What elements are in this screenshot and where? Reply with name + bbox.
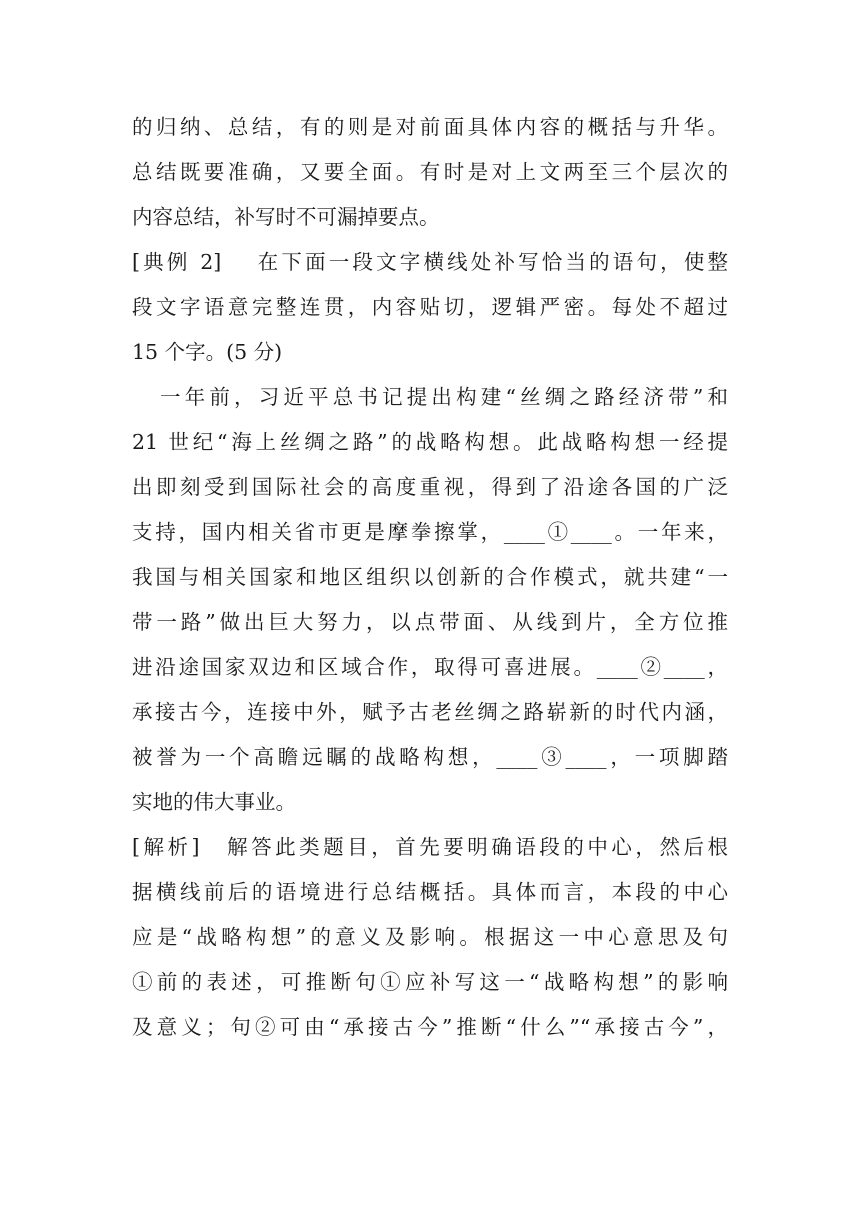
example-heading-line: [典例 2] 在下面一段文字横线处补写恰当的语句，使整 — [132, 250, 728, 274]
text-line: 总结既要准确，又要全面。有时是对上文两至三个层次的 — [132, 160, 728, 184]
passage-line: 带一路”做出巨大努力，以点带面、从线到片，全方位推 — [132, 610, 728, 634]
text-line: 段文字语意完整连贯，内容贴切，逻辑严密。每处不超过 — [132, 295, 728, 319]
analysis-heading-line: [解析] 解答此类题目，首先要明确语段的中心，然后根 — [132, 835, 728, 859]
passage-line: 我国与相关国家和地区组织以创新的合作模式，就共建“一 — [132, 565, 728, 589]
analysis-line: ①前的表述，可推断句①应补写这一“战略构想”的影响 — [132, 970, 728, 994]
passage-line: 进沿途国家双边和区域合作，取得可喜进展。____②____， — [132, 655, 728, 679]
text-line: 15 个字。(5 分) — [132, 340, 283, 364]
analysis-line: 应是“战略构想”的意义及影响。根据这一中心意思及句 — [132, 925, 728, 949]
passage-line: 被誉为一个高瞻远瞩的战略构想，____③____，一项脚踏 — [132, 745, 728, 769]
text-line: 内容总结，补写时不可漏掉要点。 — [132, 205, 440, 229]
passage-line: 承接古今，连接中外，赋予古老丝绸之路崭新的时代内涵， — [132, 700, 728, 724]
passage-line: 出即刻受到国际社会的高度重视，得到了沿途各国的广泛 — [132, 475, 728, 499]
passage-line: 一年前，习近平总书记提出构建“丝绸之路经济带”和 — [160, 385, 728, 409]
analysis-line: 据横线前后的语境进行总结概括。具体而言，本段的中心 — [132, 880, 728, 904]
passage-line: 实地的伟大事业。 — [132, 790, 296, 814]
passage-line: 支持，国内相关省市更是摩拳擦掌，____①____。一年来， — [132, 520, 728, 544]
passage-line: 21 世纪“海上丝绸之路”的战略构想。此战略构想一经提 — [132, 430, 728, 454]
analysis-line: 及意义；句②可由“承接古今”推断“什么”“承接古今”， — [132, 1015, 728, 1039]
text-line: 的归纳、总结，有的则是对前面具体内容的概括与升华。 — [132, 115, 728, 139]
